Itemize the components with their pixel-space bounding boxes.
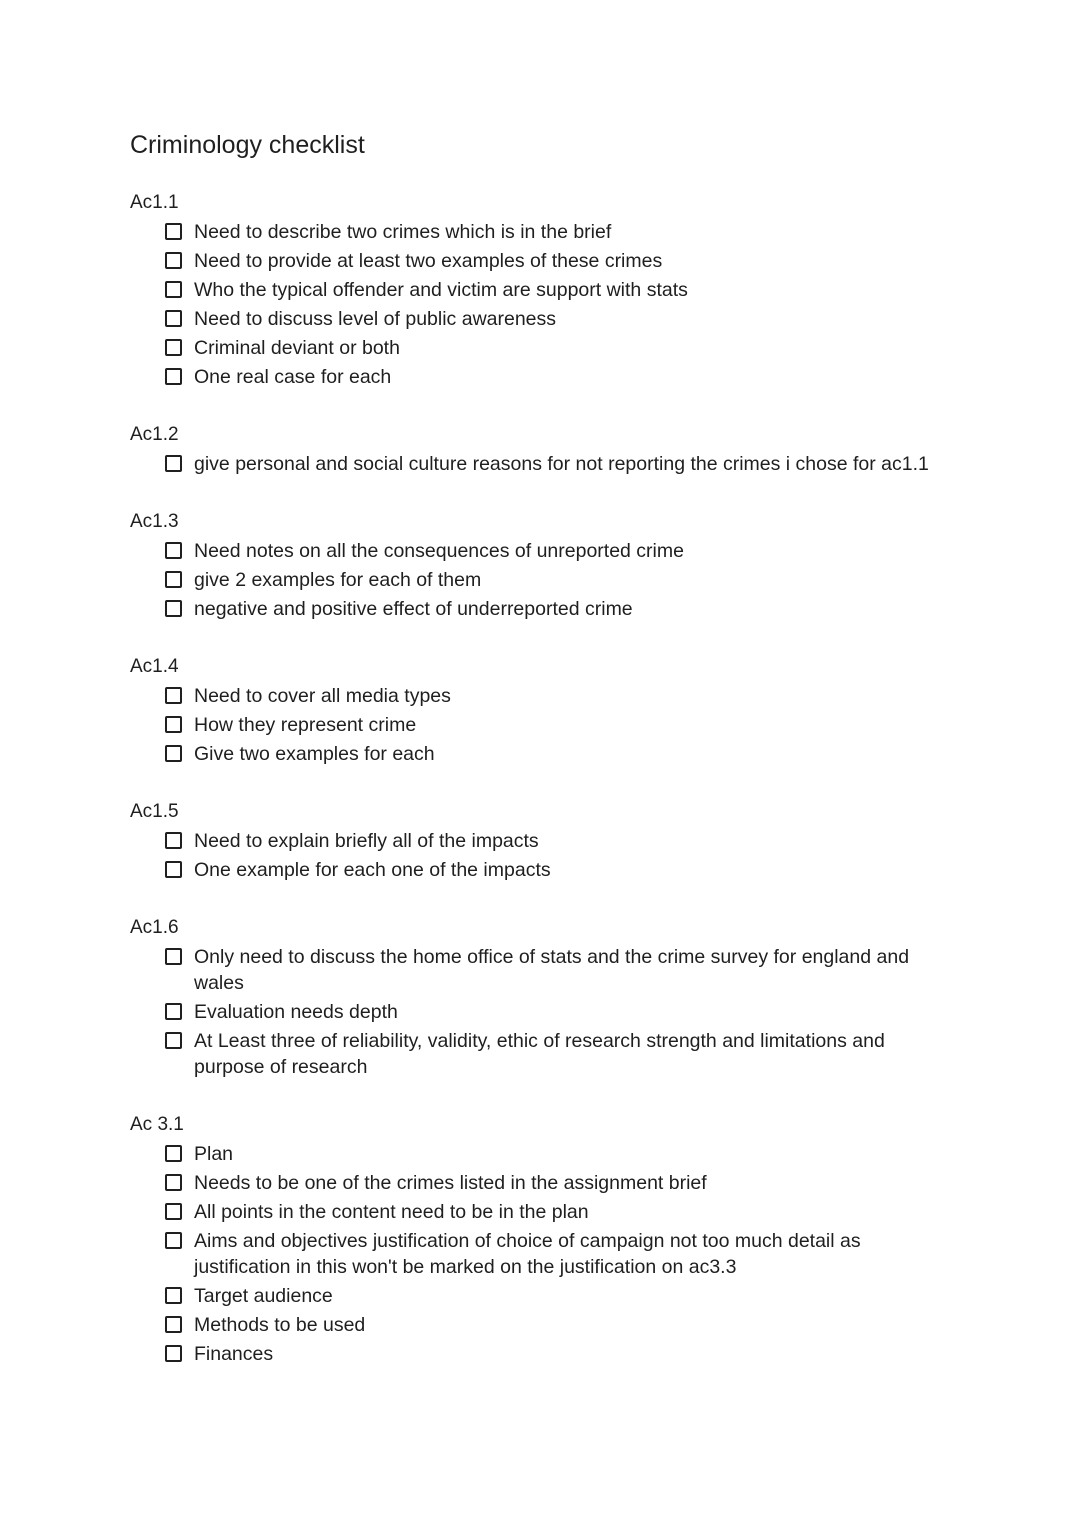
checklist-section xyxy=(130,188,950,391)
checkbox[interactable] xyxy=(165,1174,182,1191)
checklist-item-label: Methods to be used xyxy=(194,1313,366,1336)
checkbox[interactable] xyxy=(165,310,182,327)
checklist-item xyxy=(165,1139,950,1168)
checkbox[interactable] xyxy=(165,1032,182,1049)
checklist-item xyxy=(165,997,950,1026)
section-spacer xyxy=(130,1081,950,1110)
checkbox[interactable] xyxy=(165,687,182,704)
checklist xyxy=(130,826,950,884)
checklist-item xyxy=(165,1281,950,1310)
checklist-item xyxy=(165,1026,950,1081)
checklist-item-label: Need to discuss level of public awareness xyxy=(194,307,557,330)
checklist-item-label: give 2 examples for each of them xyxy=(194,568,482,591)
checklist-item-label: Need to provide at least two examples of these crimes xyxy=(194,249,663,272)
checklist-item-label: At Least three of reliability, validity, ethic of research strength and limitations and purpose of research xyxy=(194,1029,885,1078)
checkbox[interactable] xyxy=(165,832,182,849)
checkbox[interactable] xyxy=(165,252,182,269)
checklist-item-label: Finances xyxy=(194,1342,274,1365)
checklist-item xyxy=(165,1310,950,1339)
section-heading: Ac1.1 xyxy=(130,192,179,213)
checklist-section xyxy=(130,797,950,884)
checklist-item xyxy=(165,449,950,478)
checklist-section xyxy=(130,913,950,1081)
checkbox[interactable] xyxy=(165,1203,182,1220)
section-heading: Ac1.5 xyxy=(130,801,179,822)
checklist-item xyxy=(165,710,950,739)
checklist-item-label: Evaluation needs depth xyxy=(194,1000,398,1023)
checkbox[interactable] xyxy=(165,223,182,240)
checklist-item xyxy=(165,942,950,997)
section-heading: Ac1.3 xyxy=(130,511,179,532)
checklist-item-label: Target audience xyxy=(194,1284,333,1307)
checklist xyxy=(130,217,950,391)
section-heading: Ac1.6 xyxy=(130,917,179,938)
checklist-item xyxy=(165,681,950,710)
checklist-item xyxy=(165,1168,950,1197)
checklist xyxy=(130,681,950,768)
section-heading: Ac1.2 xyxy=(130,424,179,445)
checklist-item-label: Need notes on all the consequences of unreported crime xyxy=(194,539,684,562)
checklist-section xyxy=(130,507,950,623)
checklist-item-label: How they represent crime xyxy=(194,713,417,736)
checklist-section xyxy=(130,420,950,478)
section-heading: Ac1.4 xyxy=(130,656,179,677)
checklist-item-label: negative and positive effect of underreported crime xyxy=(194,597,633,620)
checkbox[interactable] xyxy=(165,339,182,356)
checklist-item-label: Aims and objectives justification of choice of campaign not too much detail as justification in this won't be marked on the justification on ac3.3 xyxy=(194,1229,861,1278)
checklist-item-label: Only need to discuss the home office of stats and the crime survey for england and wales xyxy=(194,945,910,994)
checkbox[interactable] xyxy=(165,1316,182,1333)
checklist xyxy=(130,536,950,623)
checklist-item-label: Need to describe two crimes which is in the brief xyxy=(194,220,612,243)
checklist-section xyxy=(130,1110,950,1368)
checklist-item-label: Plan xyxy=(194,1142,234,1165)
checkbox[interactable] xyxy=(165,1003,182,1020)
checklist-section xyxy=(130,652,950,768)
checklist-item xyxy=(165,333,950,362)
section-spacer xyxy=(130,623,950,652)
checklist-item xyxy=(165,855,950,884)
section-heading: Ac 3.1 xyxy=(130,1114,184,1135)
checkbox[interactable] xyxy=(165,716,182,733)
checklist-item-label: One example for each one of the impacts xyxy=(194,858,551,881)
checkbox[interactable] xyxy=(165,281,182,298)
page-title: Criminology checklist xyxy=(130,131,365,159)
checklist-item xyxy=(165,1339,950,1368)
checklist-item xyxy=(165,217,950,246)
checklist-item xyxy=(165,565,950,594)
checklist-item-label: One real case for each xyxy=(194,365,392,388)
checklist-item-label: All points in the content need to be in the plan xyxy=(194,1200,589,1223)
checklist-item-label: Needs to be one of the crimes listed in the assignment brief xyxy=(194,1171,707,1194)
checkbox[interactable] xyxy=(165,1232,182,1249)
checklist-item xyxy=(165,536,950,565)
checklist-sections xyxy=(130,188,950,1368)
section-spacer xyxy=(130,391,950,420)
checklist-item-label: Need to explain briefly all of the impacts xyxy=(194,829,539,852)
checkbox[interactable] xyxy=(165,1345,182,1362)
checklist-item-label: Criminal deviant or both xyxy=(194,336,400,359)
checkbox[interactable] xyxy=(165,1145,182,1162)
checklist xyxy=(130,449,950,478)
checklist-item-label: give personal and social culture reasons for not reporting the crimes i chose for ac1.1 xyxy=(194,452,929,475)
checklist-item xyxy=(165,594,950,623)
checklist-item xyxy=(165,362,950,391)
checklist-item xyxy=(165,304,950,333)
document-page xyxy=(130,127,950,1368)
section-spacer xyxy=(130,768,950,797)
checkbox[interactable] xyxy=(165,745,182,762)
checkbox[interactable] xyxy=(165,600,182,617)
checklist-item xyxy=(165,246,950,275)
checklist-item-label: Give two examples for each xyxy=(194,742,435,765)
checkbox[interactable] xyxy=(165,571,182,588)
checklist-item-label: Who the typical offender and victim are support with stats xyxy=(194,278,688,301)
checklist-item xyxy=(165,275,950,304)
checklist-item-label: Need to cover all media types xyxy=(194,684,451,707)
checkbox[interactable] xyxy=(165,948,182,965)
checkbox[interactable] xyxy=(165,542,182,559)
checkbox[interactable] xyxy=(165,1287,182,1304)
checklist-item xyxy=(165,826,950,855)
checklist xyxy=(130,942,950,1081)
checklist-item xyxy=(165,739,950,768)
checklist-item xyxy=(165,1197,950,1226)
checkbox[interactable] xyxy=(165,368,182,385)
checklist xyxy=(130,1139,950,1368)
checkbox[interactable] xyxy=(165,455,182,472)
checklist-item xyxy=(165,1226,950,1281)
section-spacer xyxy=(130,478,950,507)
checkbox[interactable] xyxy=(165,861,182,878)
section-spacer xyxy=(130,884,950,913)
